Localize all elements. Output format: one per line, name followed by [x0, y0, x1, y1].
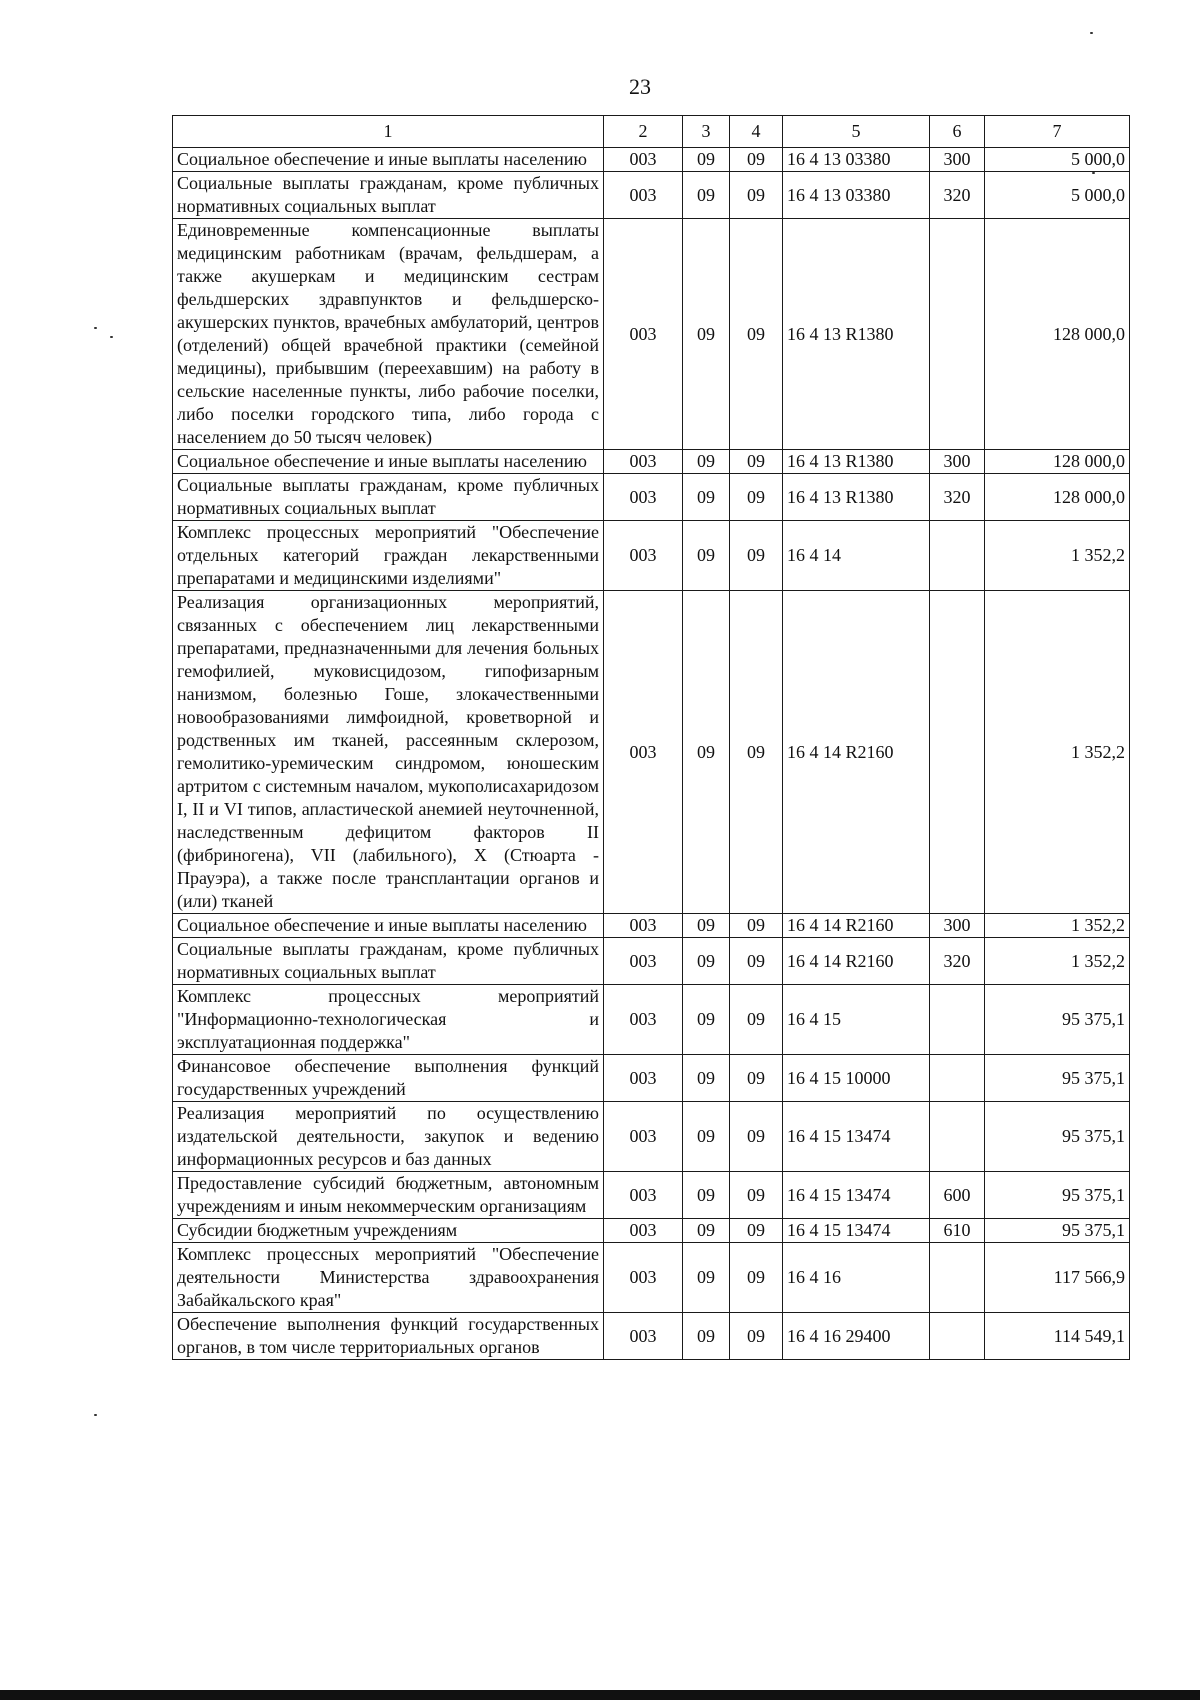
table-body: [173, 148, 1130, 1360]
row-csr-code: 16 4 13 03380: [783, 172, 930, 219]
row-vr-code: 600: [930, 1172, 985, 1219]
column-header-csr: 5: [783, 116, 930, 148]
row-gr-code: 003: [604, 172, 683, 219]
row-csr-code: 16 4 15 13474: [783, 1172, 930, 1219]
row-rz-code: 09: [683, 474, 730, 521]
table-row: [173, 985, 1130, 1055]
scan-speck: [1092, 172, 1095, 174]
row-vr-code: 320: [930, 474, 985, 521]
table-row: [173, 938, 1130, 985]
row-pr-code: 09: [730, 1243, 783, 1313]
row-amount: 95 375,1: [985, 1055, 1130, 1102]
row-amount: 1 352,2: [985, 914, 1130, 938]
table-row: [173, 1102, 1130, 1172]
row-pr-code: 09: [730, 938, 783, 985]
table-row: [173, 219, 1130, 450]
row-name: Единовременные компенсационные выплаты медицинским работникам (врачам, фельдшерам, а также акушеркам и медицинским сестрам фельдшерских здравпунктов и фельдшерско-акушерских пунктов, врачебных амбулаторий, центров (отделений) общей врачебной практики (семейной медицины), прибывшим (переехавшим) на работу в сельские населенные пункты, либо рабочие поселки, либо поселки городского типа, либо города с населением до 50 тысяч человек): [173, 219, 604, 450]
row-pr-code: 09: [730, 591, 783, 914]
scan-speck: [94, 327, 97, 329]
row-csr-code: 16 4 16: [783, 1243, 930, 1313]
row-pr-code: 09: [730, 474, 783, 521]
row-amount: 95 375,1: [985, 1102, 1130, 1172]
row-csr-code: 16 4 13 R1380: [783, 474, 930, 521]
row-pr-code: 09: [730, 1102, 783, 1172]
row-csr-code: 16 4 14: [783, 521, 930, 591]
page-number: 23: [629, 74, 651, 99]
row-vr-code: [930, 1055, 985, 1102]
row-gr-code: 003: [604, 148, 683, 172]
table-row: [173, 450, 1130, 474]
row-gr-code: 003: [604, 1313, 683, 1360]
row-name: Реализация организационных мероприятий, связанных с обеспечением лиц лекарственными препаратами, предназначенными для лечения больных гемофилией, муковисцидозом, гипофизарным нанизмом, болезнью Гоше, злокачественными новообразованиями лимфоидной, кроветворной и родственных им тканей, рассеянным склерозом, гемолитико-уремическим синдромом, юношеским артритом с системным началом, мукополисахаридозом I, II и VI типов, апластической анемией неуточненной, наследственным дефицитом факторов II (фибриногена), VII (лабильного), X (Стюарта - Прауэра), а также после трансплантации органов и (или) тканей: [173, 591, 604, 914]
row-rz-code: 09: [683, 1172, 730, 1219]
row-amount: 128 000,0: [985, 474, 1130, 521]
row-name: Социальные выплаты гражданам, кроме публичных нормативных социальных выплат: [173, 938, 604, 985]
table-row: [173, 172, 1130, 219]
column-header-sum: 7: [985, 116, 1130, 148]
row-rz-code: 09: [683, 1243, 730, 1313]
row-pr-code: 09: [730, 1055, 783, 1102]
row-gr-code: 003: [604, 1172, 683, 1219]
row-gr-code: 003: [604, 1219, 683, 1243]
table-header-row: [173, 116, 1130, 148]
row-csr-code: 16 4 15: [783, 985, 930, 1055]
row-rz-code: 09: [683, 938, 730, 985]
table-row: [173, 474, 1130, 521]
row-vr-code: 320: [930, 172, 985, 219]
row-gr-code: 003: [604, 938, 683, 985]
row-pr-code: 09: [730, 172, 783, 219]
row-name: Социальные выплаты гражданам, кроме публичных нормативных социальных выплат: [173, 474, 604, 521]
row-csr-code: 16 4 14 R2160: [783, 938, 930, 985]
row-amount: 95 375,1: [985, 985, 1130, 1055]
row-name: Комплекс процессных мероприятий "Информационно-технологическая и эксплуатационная поддержка": [173, 985, 604, 1055]
row-rz-code: 09: [683, 1219, 730, 1243]
column-header-vr: 6: [930, 116, 985, 148]
row-gr-code: 003: [604, 1102, 683, 1172]
row-amount: 5 000,0: [985, 172, 1130, 219]
row-gr-code: 003: [604, 591, 683, 914]
row-gr-code: 003: [604, 914, 683, 938]
row-pr-code: 09: [730, 1219, 783, 1243]
column-header-name: 1: [173, 116, 604, 148]
row-pr-code: 09: [730, 148, 783, 172]
row-vr-code: [930, 1313, 985, 1360]
table-row: [173, 1313, 1130, 1360]
table-row: [173, 1055, 1130, 1102]
row-csr-code: 16 4 16 29400: [783, 1313, 930, 1360]
table-row: [173, 521, 1130, 591]
row-amount: 95 375,1: [985, 1219, 1130, 1243]
row-vr-code: [930, 591, 985, 914]
row-amount: 1 352,2: [985, 521, 1130, 591]
column-header-pr: 4: [730, 116, 783, 148]
row-rz-code: 09: [683, 219, 730, 450]
budget-table: [172, 115, 1130, 1360]
row-csr-code: 16 4 15 10000: [783, 1055, 930, 1102]
row-name: Социальное обеспечение и иные выплаты населению: [173, 914, 604, 938]
row-name: Реализация мероприятий по осуществлению издательской деятельности, закупок и ведению информационных ресурсов и баз данных: [173, 1102, 604, 1172]
row-amount: 1 352,2: [985, 591, 1130, 914]
row-name: Финансовое обеспечение выполнения функций государственных учреждений: [173, 1055, 604, 1102]
row-name: Социальное обеспечение и иные выплаты населению: [173, 148, 604, 172]
row-pr-code: 09: [730, 219, 783, 450]
row-vr-code: [930, 1102, 985, 1172]
row-name: Субсидии бюджетным учреждениям: [173, 1219, 604, 1243]
row-pr-code: 09: [730, 1172, 783, 1219]
row-pr-code: 09: [730, 985, 783, 1055]
table-row: [173, 1172, 1130, 1219]
row-rz-code: 09: [683, 172, 730, 219]
row-vr-code: 320: [930, 938, 985, 985]
row-amount: 95 375,1: [985, 1172, 1130, 1219]
row-rz-code: 09: [683, 521, 730, 591]
row-csr-code: 16 4 14 R2160: [783, 914, 930, 938]
row-name: Предоставление субсидий бюджетным, автономным учреждениям и иным некоммерческим организациям: [173, 1172, 604, 1219]
row-vr-code: 300: [930, 914, 985, 938]
row-rz-code: 09: [683, 148, 730, 172]
row-rz-code: 09: [683, 450, 730, 474]
column-header-rz: 3: [683, 116, 730, 148]
table-row: [173, 914, 1130, 938]
row-rz-code: 09: [683, 985, 730, 1055]
column-header-gr: 2: [604, 116, 683, 148]
table-row: [173, 591, 1130, 914]
row-gr-code: 003: [604, 450, 683, 474]
row-amount: 128 000,0: [985, 219, 1130, 450]
row-vr-code: 610: [930, 1219, 985, 1243]
row-csr-code: 16 4 13 R1380: [783, 450, 930, 474]
row-gr-code: 003: [604, 219, 683, 450]
row-amount: 117 566,9: [985, 1243, 1130, 1313]
table-row: [173, 148, 1130, 172]
row-csr-code: 16 4 13 03380: [783, 148, 930, 172]
row-amount: 5 000,0: [985, 148, 1130, 172]
row-gr-code: 003: [604, 521, 683, 591]
row-rz-code: 09: [683, 591, 730, 914]
row-name: Социальные выплаты гражданам, кроме публичных нормативных социальных выплат: [173, 172, 604, 219]
scan-speck: [110, 336, 113, 338]
table-row: [173, 1219, 1130, 1243]
row-csr-code: 16 4 15 13474: [783, 1102, 930, 1172]
row-rz-code: 09: [683, 914, 730, 938]
row-vr-code: [930, 1243, 985, 1313]
row-vr-code: 300: [930, 148, 985, 172]
row-csr-code: 16 4 15 13474: [783, 1219, 930, 1243]
row-name: Комплекс процессных мероприятий "Обеспечение деятельности Министерства здравоохранения Забайкальского края": [173, 1243, 604, 1313]
row-amount: 1 352,2: [985, 938, 1130, 985]
row-pr-code: 09: [730, 1313, 783, 1360]
scan-speck: [1090, 32, 1093, 34]
row-name: Обеспечение выполнения функций государственных органов, в том числе территориальных органов: [173, 1313, 604, 1360]
scan-edge: [0, 1690, 1200, 1700]
row-vr-code: [930, 219, 985, 450]
scan-speck: [94, 1414, 97, 1416]
row-amount: 128 000,0: [985, 450, 1130, 474]
row-rz-code: 09: [683, 1313, 730, 1360]
row-amount: 114 549,1: [985, 1313, 1130, 1360]
row-rz-code: 09: [683, 1055, 730, 1102]
row-name: Комплекс процессных мероприятий "Обеспечение отдельных категорий граждан лекарственными препаратами и медицинскими изделиями": [173, 521, 604, 591]
row-pr-code: 09: [730, 521, 783, 591]
row-rz-code: 09: [683, 1102, 730, 1172]
row-vr-code: [930, 521, 985, 591]
row-gr-code: 003: [604, 1055, 683, 1102]
row-csr-code: 16 4 13 R1380: [783, 219, 930, 450]
row-gr-code: 003: [604, 1243, 683, 1313]
row-pr-code: 09: [730, 450, 783, 474]
row-name: Социальное обеспечение и иные выплаты населению: [173, 450, 604, 474]
row-vr-code: 300: [930, 450, 985, 474]
table-row: [173, 1243, 1130, 1313]
row-gr-code: 003: [604, 474, 683, 521]
row-gr-code: 003: [604, 985, 683, 1055]
row-pr-code: 09: [730, 914, 783, 938]
row-csr-code: 16 4 14 R2160: [783, 591, 930, 914]
row-vr-code: [930, 985, 985, 1055]
